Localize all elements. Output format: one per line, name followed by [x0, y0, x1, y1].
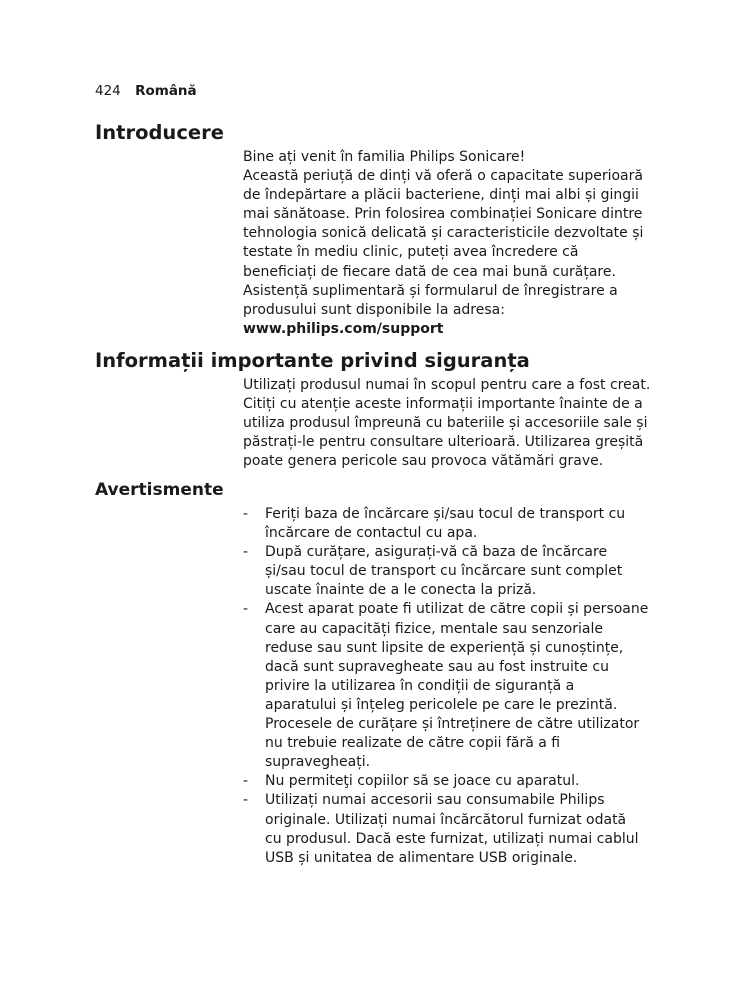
intro-line: de îndepărtare a plăcii bacteriene, dinți mai albi și gingii [243, 187, 639, 204]
bullet-dash: - [243, 792, 249, 809]
warning-item [243, 600, 648, 772]
warning-item [243, 543, 648, 600]
bullet-dash: - [243, 773, 249, 790]
warning-item [243, 772, 648, 791]
bullet-dash: - [243, 544, 249, 561]
intro-line: mai sănătoase. Prin folosirea combinației Sonicare dintre [243, 206, 643, 223]
warning-line: privire la utilizarea în condiții de siguranță a [265, 677, 575, 694]
warning-line: dacă sunt supravegheate sau au fost instruite cu [265, 658, 609, 675]
safety-line: utiliza produsul împreună cu bateriile și accesoriile sale și [243, 415, 648, 432]
intro-line: Asistență suplimentară și formularul de înregistrare a [243, 282, 618, 299]
warning-line: USB și unitatea de alimentare USB originale. [265, 849, 578, 866]
language-label: Română [135, 83, 197, 99]
warning-line: cu produsul. Dacă este furnizat, utilizați numai cablul [265, 830, 639, 847]
safety-heading: Informații importante privind siguranța [95, 349, 530, 372]
warning-line: încărcare de contactul cu apa. [265, 525, 478, 542]
intro-line: Bine ați venit în familia Philips Sonicare! [243, 149, 526, 165]
warning-line: Nu permiteţi copiilor să se joace cu aparatul. [265, 773, 580, 790]
support-url: www.philips.com/support [243, 320, 444, 337]
warning-line: supravegheați. [265, 754, 371, 771]
safety-body [243, 376, 650, 471]
warning-line: și/sau tocul de transport cu încărcare sunt complet [265, 563, 623, 580]
bullet-dash: - [243, 506, 249, 522]
warning-line: Utilizați numai accesorii sau consumabile Philips [265, 792, 605, 809]
intro-line: produsului sunt disponibile la adresa: [243, 301, 505, 318]
warnings-list [243, 505, 648, 868]
warning-line: care au capacități fizice, mentale sau senzoriale [265, 620, 603, 637]
warnings-heading: Avertismente [95, 480, 224, 500]
bullet-dash: - [243, 601, 249, 618]
warning-item [243, 791, 648, 867]
intro-line: Această periuță de dinți vă oferă o capacitate superioară [243, 168, 643, 185]
warning-line: originale. Utilizați numai încărcătorul furnizat odată [265, 811, 627, 828]
intro-line: tehnologia sonică delicată și caracteristicile dezvoltate și [243, 225, 644, 242]
safety-line: Utilizați produsul numai în scopul pentru care a fost creat. [243, 377, 651, 393]
intro-line: testate în mediu clinic, puteți avea încredere că [243, 244, 579, 261]
intro-heading: Introducere [95, 121, 224, 144]
warning-line: După curățare, asigurați-vă că baza de încărcare [265, 544, 608, 561]
page-header [95, 82, 197, 100]
warning-line: Acest aparat poate fi utilizat de către copii și persoane [265, 601, 649, 618]
intro-line: beneficiați de fiecare dată de cea mai bună curățare. [243, 263, 616, 280]
page-number: 424 [95, 83, 121, 99]
warning-item [243, 505, 648, 543]
warning-line: Feriți baza de încărcare și/sau tocul de transport cu [265, 506, 626, 522]
warning-line: uscate înainte de a le conecta la priză. [265, 582, 537, 599]
intro-body [243, 148, 643, 339]
warning-line: Procesele de curățare și întreținere de către utilizator [265, 716, 640, 733]
warning-line: nu trebuie realizate de către copii fără a fi [265, 735, 561, 752]
safety-line: păstrați-le pentru consultare ulterioară. Utilizarea greșită [243, 434, 644, 451]
safety-line: poate genera pericole sau provoca vătămări grave. [243, 453, 604, 470]
warning-line: aparatului și înțeleg pericolele pe care le prezintă. [265, 696, 618, 713]
warning-line: reduse sau sunt lipsite de experiență și cunoștințe, [265, 639, 624, 656]
safety-line: Citiți cu atenție aceste informații importante înainte de a [243, 396, 643, 413]
